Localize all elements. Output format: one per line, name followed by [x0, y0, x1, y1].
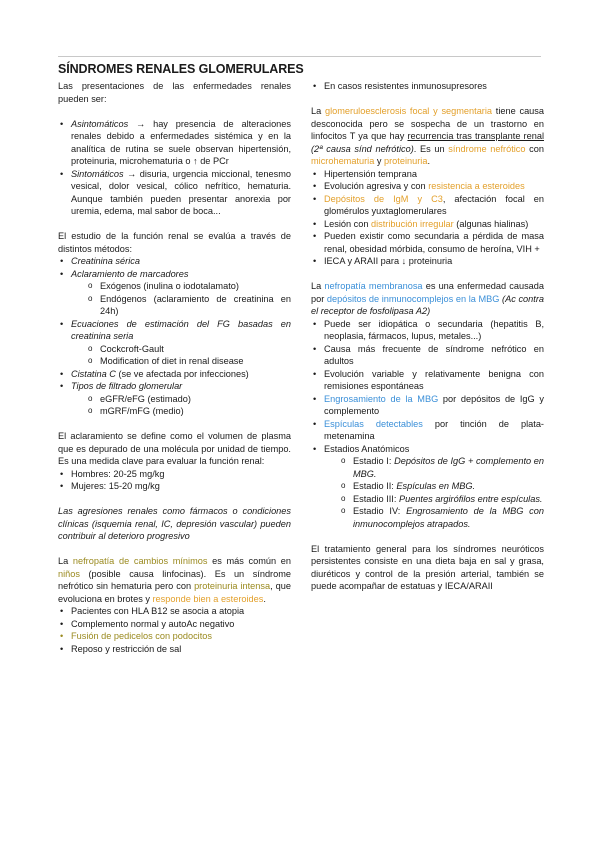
treatment-paragraph: El tratamiento general para los síndromes neuróticos persistentes consiste en una dieta baja en sal y grasa, diuréticos y control de la presión arterial, también se puede acompañar de estatuas y IECA/ARAII — [311, 543, 544, 591]
list-item: o Estadio IV: Engrosamiento de la MBG con inmunocomplejos atrapados. — [341, 505, 544, 530]
list-item: • Hipertensión temprana — [311, 168, 544, 181]
renal-injury-paragraph: Las agresiones renales como fármacos o condiciones clínicas (isquemia renal, IC, depresión vascular) pueden contribuir al deterioro progresivo — [58, 506, 291, 541]
list-item: • Fusión de pedicelos con podocitos — [58, 630, 291, 643]
minimal-change-paragraph: La nefropatía de cambios mínimos es más común en niños (posible causa linfocinas). Es un síndrome nefrótico sin hematuria pero con proteinuria intensa, que evoluciona en brotes y responde bien a esteroides. — [58, 556, 291, 604]
intro-paragraph: Las presentaciones de las enfermedades renales pueden ser: — [58, 81, 291, 104]
list-item: • Complemento normal y autoAc negativo — [58, 618, 291, 631]
page-title: SÍNDROMES RENALES GLOMERULARES — [58, 62, 304, 76]
list-item: • En casos resistentes inmunosupresores — [311, 80, 544, 93]
list-item: o Estadio II: Espículas en MBG. — [341, 480, 544, 493]
header-rule — [58, 56, 541, 57]
membranous-paragraph: La nefropatía membranosa es una enfermedad causada por depósitos de inmunocomplejos en la MBG (Ac contra el receptor de fosfolipasa A2) — [311, 281, 544, 316]
left-column — [58, 80, 291, 668]
list-item: • IECA y ARAII para ↓ proteinuria — [311, 255, 544, 268]
list-item: • Estadios Anatómicos o Estadio I: Depósitos de IgG + complemento en MBG. o Estadio II: Espículas en MBG. o Estadio III: Puentes argirófilos entre espículas. o Estadio IV: Engrosamiento de la MBG con inmunocomplejos atrapados. — [311, 443, 544, 531]
list-item: • Mujeres: 15-20 mg/kg — [58, 480, 291, 493]
list-item: • Engrosamiento de la MBG por depósitos de IgG y complemento — [311, 393, 544, 418]
list-item: • Lesión con distribución irregular (algunas hialinas) — [311, 218, 544, 231]
function-intro: El estudio de la función renal se evalúa a través de distintos métodos: — [58, 231, 291, 254]
list-item: • Causa más frecuente de síndrome nefrótico en adultos — [311, 343, 544, 368]
list-item: • Evolución variable y relativamente benigna con remisiones espontáneas — [311, 368, 544, 393]
list-item: • Pacientes con HLA B12 se asocia a atopia — [58, 605, 291, 618]
list-item: o Modification of diet in renal disease — [88, 355, 291, 368]
list-item: o Exógenos (inulina o iodotalamato) — [88, 280, 291, 293]
list-item: o eGFR/eFG (estimado) — [88, 393, 291, 406]
methods-list — [58, 255, 291, 418]
fsgs-list — [311, 168, 544, 268]
membranous-list — [311, 318, 544, 531]
list-item: • Reposo y restricción de sal — [58, 643, 291, 656]
list-item: • Aclaramiento de marcadores o Exógenos (inulina o iodotalamato) o Endógenos (aclaramiento de creatinina en 24h) — [58, 268, 291, 318]
list-item: o Endógenos (aclaramiento de creatinina en 24h) — [88, 293, 291, 318]
clearance-list — [58, 468, 291, 493]
resistant-list — [311, 80, 544, 93]
list-item: • Cistatina C (se ve afectada por infecciones) — [58, 368, 291, 381]
list-item: • Creatinina sérica — [58, 255, 291, 268]
list-item: • Pueden existir como secundaria a pérdida de masa renal, obesidad mórbida, consumo de heroína, VIH + — [311, 230, 544, 255]
clearance-paragraph: El aclaramiento se define como el volumen de plasma que es depurado de una molécula por unidad de tiempo. Es una medida clave para evaluar la función renal: — [58, 431, 291, 466]
list-item: o Estadio I: Depósitos de IgG + complemento en MBG. — [341, 455, 544, 480]
list-item: • Tipos de filtrado glomerular o eGFR/eFG (estimado) o mGRF/mFG (medio) — [58, 380, 291, 418]
list-item: • Espículas detectables por tinción de plata-metenamina — [311, 418, 544, 443]
list-item: • Sintomáticos → disuria, urgencia miccional, tenesmo vesical, dolor vesical, cólico nefrítico, hematuria. Aunque también pueden presentar anorexia por uremia, edema, mal sabor de boca... — [58, 168, 291, 218]
list-item: • Evolución agresiva y con resistencia a esteroides — [311, 180, 544, 193]
list-item: o Estadio III: Puentes argirófilos entre espículas. — [341, 493, 544, 506]
list-item: • Puede ser idiopática o secundaria (hepatitis B, neoplasia, fármacos, lupus, metales...) — [311, 318, 544, 343]
list-item: • Hombres: 20-25 mg/kg — [58, 468, 291, 481]
right-column — [311, 80, 544, 605]
list-item: o mGRF/mFG (medio) — [88, 405, 291, 418]
list-item: • Depósitos de IgM y C3, afectación focal en glomérulos yuxtaglomerulares — [311, 193, 544, 218]
list-item: • Ecuaciones de estimación del FG basadas en creatinina seria o Cockcroft-Gault o Modification of diet in renal disease — [58, 318, 291, 368]
list-item: o Cockcroft-Gault — [88, 343, 291, 356]
list-item: • Asintomáticos → hay presencia de alteraciones renales debido a enfermedades sistémica y en la analítica de rutina se suele observan hipertensión, proteinuria, microhematuria o ↑ de PCr — [58, 118, 291, 168]
fsgs-paragraph: La glomeruloesclerosis focal y segmentaria tiene causa desconocida pero se sospecha de un trastorno en linfocitos T ya que hay recurrencia tras transplante renal (2ª causa sínd nefrótico). Es un síndrome nefrótico con microhematuria y proteinuria. — [311, 106, 544, 166]
minimal-change-list — [58, 605, 291, 655]
presentation-list — [58, 118, 291, 218]
